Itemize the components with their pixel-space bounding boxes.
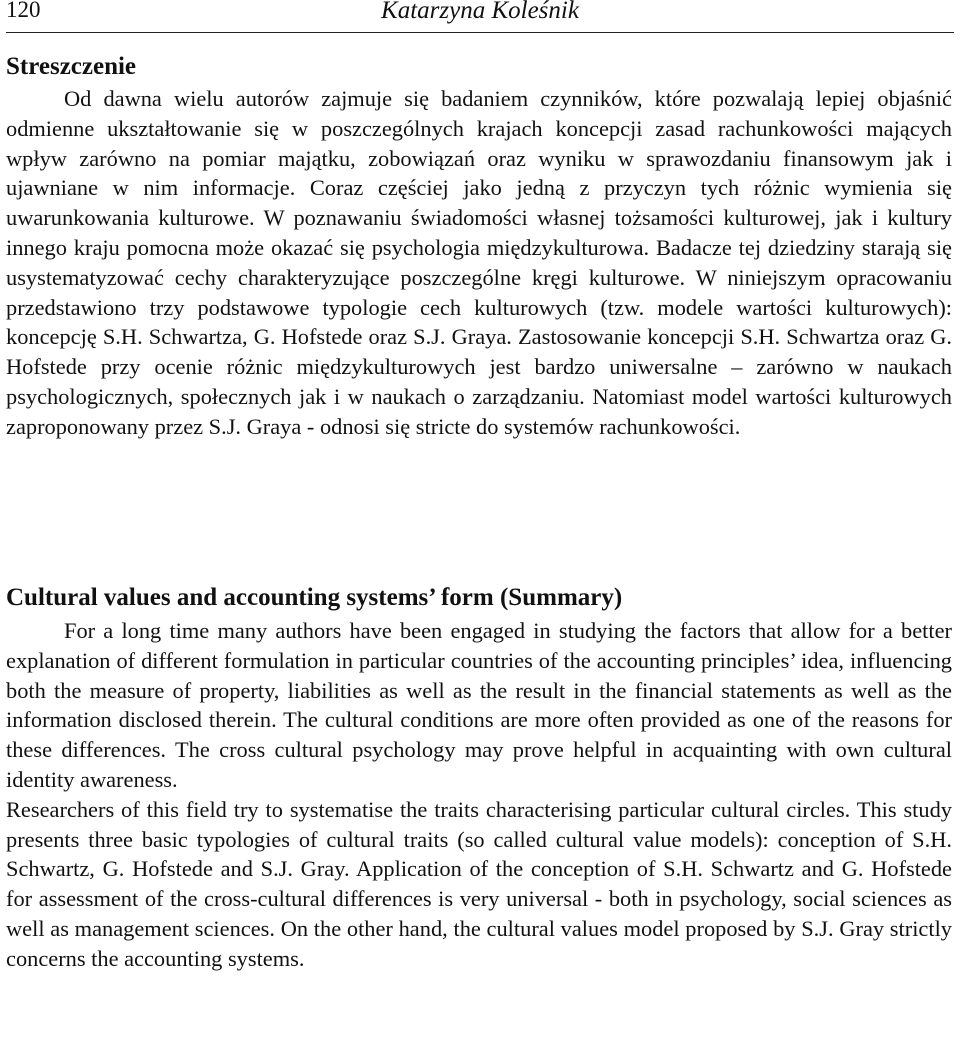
summary-paragraph-1: For a long time many authors have been engaged in studying the factors that allow for a better explanation of different formulation in particular countries of the accounting principles’ idea, influencing both the measure of property, liabilities as well as the result in the financial statements as well as the information disclosed therein. The cultural conditions are more often provided as one of the reasons for these differences. The cross cultural psychology may prove helpful in acquainting with own cultural identity awareness.: [6, 618, 952, 792]
header-rule: [6, 32, 954, 33]
summary-paragraph-2: Researchers of this field try to systematise the traits characterising particular cultural circles. This study presents three basic typologies of cultural traits (so called cultural value models): conception of S.H. Schwartz, G. Hofstede and S.J. Gray. Application of the conception of S.H. Schwartz and G. Hofstede for assessment of the cross-cultural differences is very universal - both in psychology, social sciences as well as management sciences. On the other hand, the cultural values model proposed by S.J. Gray strictly concerns the accounting systems.: [6, 796, 952, 971]
running-header-author: Katarzyna Koleśnik: [381, 0, 579, 24]
abstract-paragraph: Od dawna wielu autorów zajmuje się badaniem czynników, które pozwalają lepiej objaśnić odmienne ukształtowanie się w poszczególnych krajach koncepcji zasad rachunkowości mających wpływ zarówno na pomiar majątku, zobowiązań oraz wyniku w sprawozdaniu finansowym jak i ujawniane w nim informacje. Coraz częściej jako jedną z przyczyn tych różnic wymienia się uwarunkowania kulturowe. W poznawaniu świadomości własnej tożsamości kulturowej, jak i kultury innego kraju pomocna może okazać się psychologia międzykulturowa. Badacze tej dziedziny starają się usystematyzować cechy charakteryzujące poszczególne kręgi kulturowe. W niniejszym opracowaniu przedstawiono trzy podstawowe typologie cech kulturowych (tzw. modele wartości kulturowych): koncepcję S.H. Schwartza, G. Hofstede oraz S.J. Graya. Zastosowanie koncepcji S.H. Schwartza oraz G. Hofstede przy ocenie różnic międzykulturowych jest bardzo uniwersalne – zarówno w naukach psychologicznych, społecznych jak i w naukach o zarządzaniu. Natomiast model wartości kulturowych zaproponowany przez S.J. Graya - odnosi się stricte do systemów rachunkowości.: [6, 86, 952, 439]
running-header: [6, 0, 954, 29]
page-number: 120: [6, 0, 41, 22]
abstract-polish: [6, 50, 952, 442]
summary-english: [6, 580, 952, 974]
summary-heading: Cultural values and accounting systems’ form (Summary): [6, 584, 623, 611]
abstract-heading: Streszczenie: [6, 53, 137, 80]
